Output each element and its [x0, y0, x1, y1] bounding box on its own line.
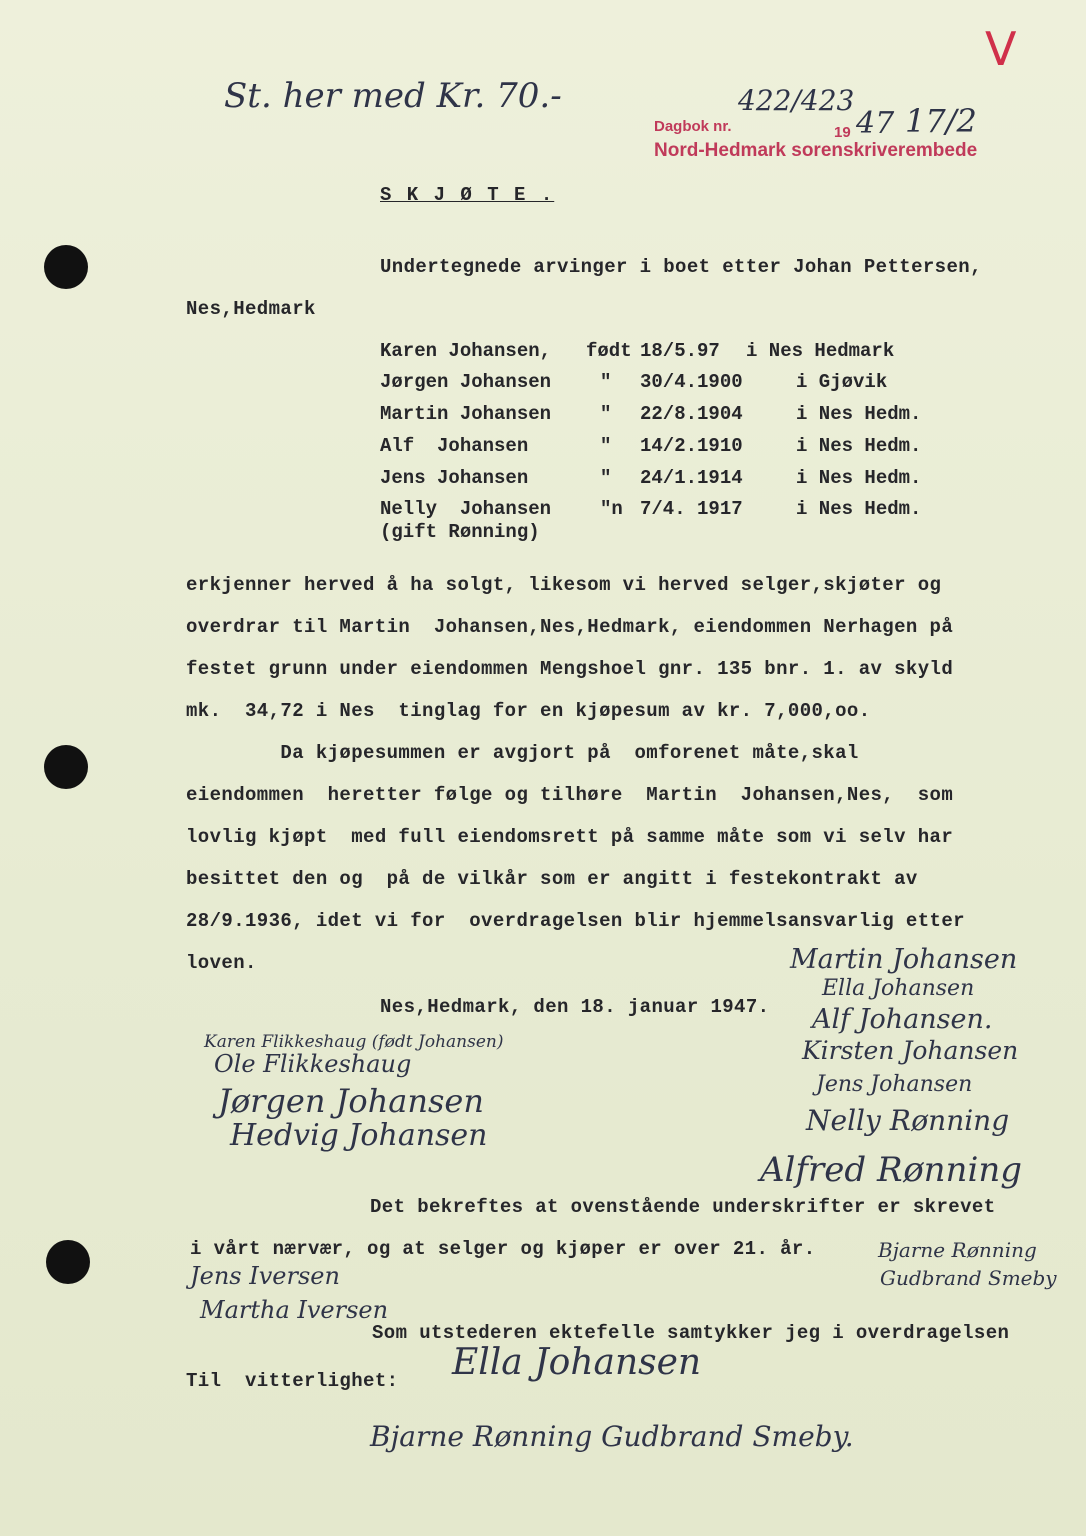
heir-ditto: ": [600, 371, 612, 393]
heir-place: i Gjøvik: [796, 371, 888, 393]
heir-date: 24/1.1914: [640, 467, 743, 489]
heir-date: 7/4. 1917: [640, 498, 743, 520]
body-line-1: erkjenner herved å ha solgt, likesom vi herved selger,skjøter og: [186, 574, 942, 596]
body-line-10: loven.: [186, 952, 257, 974]
heir-ditto: "n: [600, 498, 623, 520]
signature-ella: Ella Johansen: [822, 976, 975, 1001]
heir-name: Alf Johansen: [380, 435, 529, 457]
heir-place: i Nes Hedmark: [746, 340, 895, 362]
confirm-line-2: i vårt nærvær, og at selger og kjøper er over 21. år.: [190, 1238, 816, 1260]
signature-ole: Ole Flikkeshaug: [214, 1050, 412, 1078]
heir-ditto: født: [586, 340, 632, 362]
stamp-year: 47: [856, 106, 895, 141]
signature-jens: Jens Johansen: [816, 1072, 973, 1097]
check-mark: V: [985, 22, 1017, 76]
heir-place: i Nes Hedm.: [796, 498, 922, 520]
bottom-signatures: Bjarne Rønning Gudbrand Smeby.: [370, 1420, 854, 1453]
signature-hedvig: Hedvig Johansen: [230, 1118, 488, 1153]
heir-name: Nelly Johansen: [380, 498, 552, 520]
consent-signature: Ella Johansen: [452, 1342, 702, 1383]
signature-karen: Karen Flikkeshaug (født Johansen): [204, 1032, 504, 1052]
heir-date: 14/2.1910: [640, 435, 743, 457]
body-line-9: 28/9.1936, idet vi for overdragelsen blir hjemmelsansvarlig etter: [186, 910, 965, 932]
heir-place: i Nes Hedm.: [796, 467, 922, 489]
heir-place: i Nes Hedm.: [796, 403, 922, 425]
body-line-4: mk. 34,72 i Nes tinglag for en kjøpesum av kr. 7,000,oo.: [186, 700, 871, 722]
body-line-3: festet grunn under eiendommen Mengshoel gnr. 135 bnr. 1. av skyld: [186, 658, 954, 680]
consent-line: Som utstederen ektefelle samtykker jeg i overdragelsen: [372, 1322, 1010, 1344]
fee-note: St. her med Kr. 70.-: [224, 76, 562, 116]
stamp-date: 17/2: [905, 102, 977, 140]
body-line-5: Da kjøpesummen er avgjort på omforenet måte,skal: [186, 742, 859, 764]
stamp-year-prefix: 19: [834, 124, 851, 141]
heir-name: Martin Johansen: [380, 403, 552, 425]
stamp-number: 422/423: [738, 84, 855, 117]
witness-signature-jens-iversen: Jens Iversen: [190, 1262, 340, 1290]
stamp-label: Dagbok nr.: [654, 118, 732, 135]
binder-hole-top: [44, 245, 88, 289]
heir-date: 22/8.1904: [640, 403, 743, 425]
heir-note: (gift Rønning): [380, 521, 540, 543]
body-line-6: eiendommen heretter følge og tilhøre Martin Johansen,Nes, som: [186, 784, 954, 806]
witness-signature-gudbrand: Gudbrand Smeby: [880, 1266, 1057, 1290]
heir-name: Karen Johansen,: [380, 340, 552, 362]
body-line-2: overdrar til Martin Johansen,Nes,Hedmark, eiendommen Nerhagen på: [186, 616, 954, 638]
document-title: S K J Ø T E .: [380, 184, 555, 206]
signature-nelly: Nelly Rønning: [806, 1104, 1010, 1137]
signature-martin: Martin Johansen: [790, 944, 1018, 975]
heir-name: Jørgen Johansen: [380, 371, 552, 393]
intro-line-1: Undertegnede arvinger i boet etter Johan Pettersen,: [380, 256, 982, 278]
heir-place: i Nes Hedm.: [796, 435, 922, 457]
witness-signature-martha: Martha Iversen: [200, 1296, 389, 1324]
signature-jorgen: Jørgen Johansen: [218, 1082, 484, 1120]
stamp-office: Nord-Hedmark sorenskriverembede: [654, 140, 978, 161]
heir-ditto: ": [600, 467, 612, 489]
body-line-7: lovlig kjøpt med full eiendomsrett på samme måte som vi selv har: [186, 826, 954, 848]
witness-signature-bjarne: Bjarne Rønning: [878, 1238, 1037, 1262]
binder-hole-bottom: [46, 1240, 90, 1284]
heir-name: Jens Johansen: [380, 467, 529, 489]
signature-kirsten: Kirsten Johansen: [802, 1036, 1019, 1065]
witness-label: Til vitterlighet:: [186, 1370, 399, 1392]
heir-ditto: ": [600, 435, 612, 457]
signature-alfred: Alfred Rønning: [760, 1150, 1022, 1190]
heir-date: 18/5.97: [640, 340, 720, 362]
intro-line-2: Nes,Hedmark: [186, 298, 316, 320]
heir-ditto: ": [600, 403, 612, 425]
binder-hole-middle: [44, 745, 88, 789]
body-line-8: besittet den og på de vilkår som er angitt i festekontrakt av: [186, 868, 918, 890]
confirm-line-1: Det bekreftes at ovenstående underskrifter er skrevet: [370, 1196, 996, 1218]
place-date: Nes,Hedmark, den 18. januar 1947.: [380, 996, 770, 1018]
signature-alf: Alf Johansen.: [812, 1004, 993, 1035]
heir-date: 30/4.1900: [640, 371, 743, 393]
